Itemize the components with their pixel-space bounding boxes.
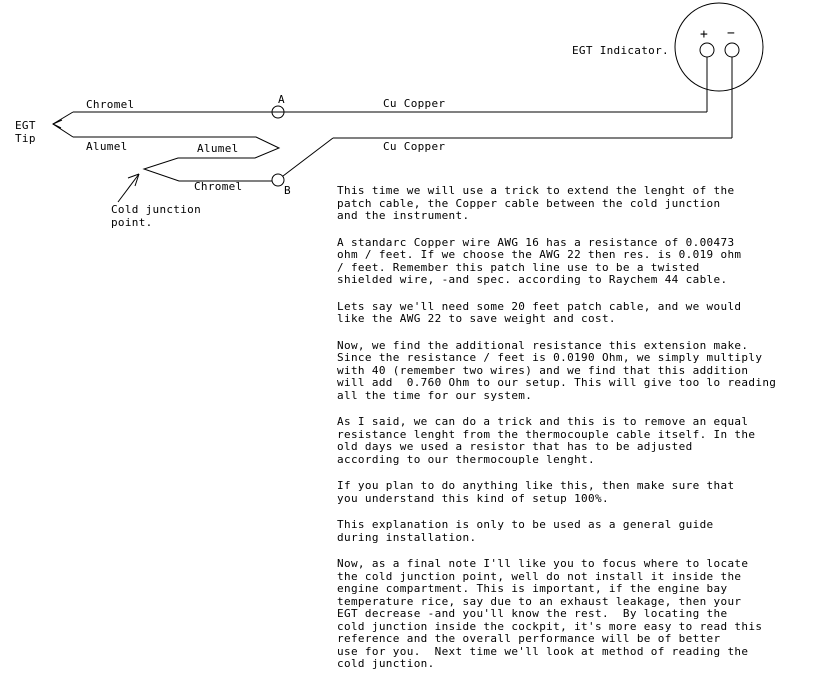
indicator-gauge-circle (675, 3, 763, 91)
text-line: according to our thermocouple lenght. (337, 452, 595, 466)
point-b-label: B (284, 184, 291, 197)
text-line: As I said, we can do a trick and this is to remove an equal (337, 415, 749, 428)
text-line: Now, we find the additional resistance this extension make. (337, 338, 749, 352)
paragraph (337, 185, 807, 223)
text-line: cold junction inside the cockpit, it's more easy to read this (337, 619, 763, 633)
text-line: ohm / feet. If we choose the AWG 22 then res. is 0.019 ohm (337, 248, 742, 261)
junction-b-circle (272, 174, 284, 186)
text-line: temperature rice, say due to an exhaust leakage, then your (337, 594, 742, 608)
article-text (337, 185, 807, 685)
paragraph (337, 301, 807, 326)
text-line: / feet. Remember this patch line use to be a twisted (337, 260, 700, 274)
text-line: like the AWG 22 to save weight and cost. (337, 312, 616, 325)
chromel-top-label: Chromel (86, 98, 135, 111)
text-line: use for you. Next time we'll look at method of reading the (337, 644, 749, 658)
text-line: resistance lenght from the thermocouple cable itself. In the (337, 427, 756, 441)
text-line: This time we will use a trick to extend the lenght of the (337, 184, 735, 197)
cu-copper-mid-label: Cu Copper (383, 140, 446, 153)
text-line: reference and the overall performance will be of better (337, 632, 721, 645)
text-line: engine compartment. This is important, if the engine bay (337, 582, 728, 595)
text-line: the cold junction point, well do not install it inside the (337, 569, 742, 583)
minus-terminal-circle (725, 43, 739, 57)
text-line: patch cable, the Copper cable between the cold junction (337, 196, 721, 210)
paragraph (337, 519, 807, 544)
paragraph (337, 416, 807, 466)
text-line: you understand this kind of setup 100%. (337, 491, 609, 505)
egt-indicator-label: EGT Indicator. (572, 44, 669, 57)
chromel-mid-label: Chromel (194, 180, 243, 193)
text-line: Now, as a final note I'll like you to focus where to locate (337, 557, 749, 570)
text-line: during installation. (337, 530, 477, 544)
text-line: If you plan to do anything like this, then make sure that (337, 479, 735, 492)
plus-terminal-circle (700, 43, 714, 57)
plus-terminal-sign: + (700, 27, 708, 42)
text-line: EGT decrease -and you'll know the rest. By locating the (337, 607, 728, 620)
text-line: Since the resistance / feet is 0.0190 Ohm, we simply multiply (337, 351, 763, 364)
text-line: all the time for our system. (337, 388, 533, 402)
cold-junction-label-line2: point. (111, 216, 153, 229)
text-line: This explanation is only to be used as a general guide (337, 518, 714, 531)
cold-junction-label (111, 203, 201, 229)
point-a-label: A (278, 93, 285, 106)
text-line: cold junction. (337, 657, 435, 670)
text-line: A standarc Copper wire AWG 16 has a resistance of 0.00473 (337, 235, 735, 249)
text-line: Lets say we'll need some 20 feet patch cable, and we would (337, 299, 742, 313)
paragraph (337, 558, 807, 671)
text-line: will add 0.760 Ohm to our setup. This will give too lo reading (337, 376, 777, 389)
egt-tip-label-line1: EGT (15, 119, 36, 132)
egt-tip-label-line2: Tip (15, 132, 36, 145)
egt-tip-chevron (53, 112, 73, 137)
text-line: and the instrument. (337, 209, 470, 222)
alumel-mid-label: Alumel (197, 142, 239, 155)
text-line: shielded wire, -and spec. according to Raychem 44 cable. (337, 273, 728, 286)
paragraph (337, 340, 807, 403)
alumel-left-label: Alumel (86, 140, 128, 153)
paragraph (337, 480, 807, 505)
text-line: old days we used a resistor that has to be adjusted (337, 440, 693, 453)
minus-terminal-sign: − (727, 26, 735, 41)
cold-junction-label-line1: Cold junction (111, 203, 201, 216)
paragraph (337, 237, 807, 287)
text-line: with 40 (remember two wires) and we find that this addition (337, 363, 749, 377)
cu-copper-top-label: Cu Copper (383, 97, 446, 110)
egt-tip-label (15, 119, 36, 145)
b-diagonal-wire (283, 138, 333, 176)
